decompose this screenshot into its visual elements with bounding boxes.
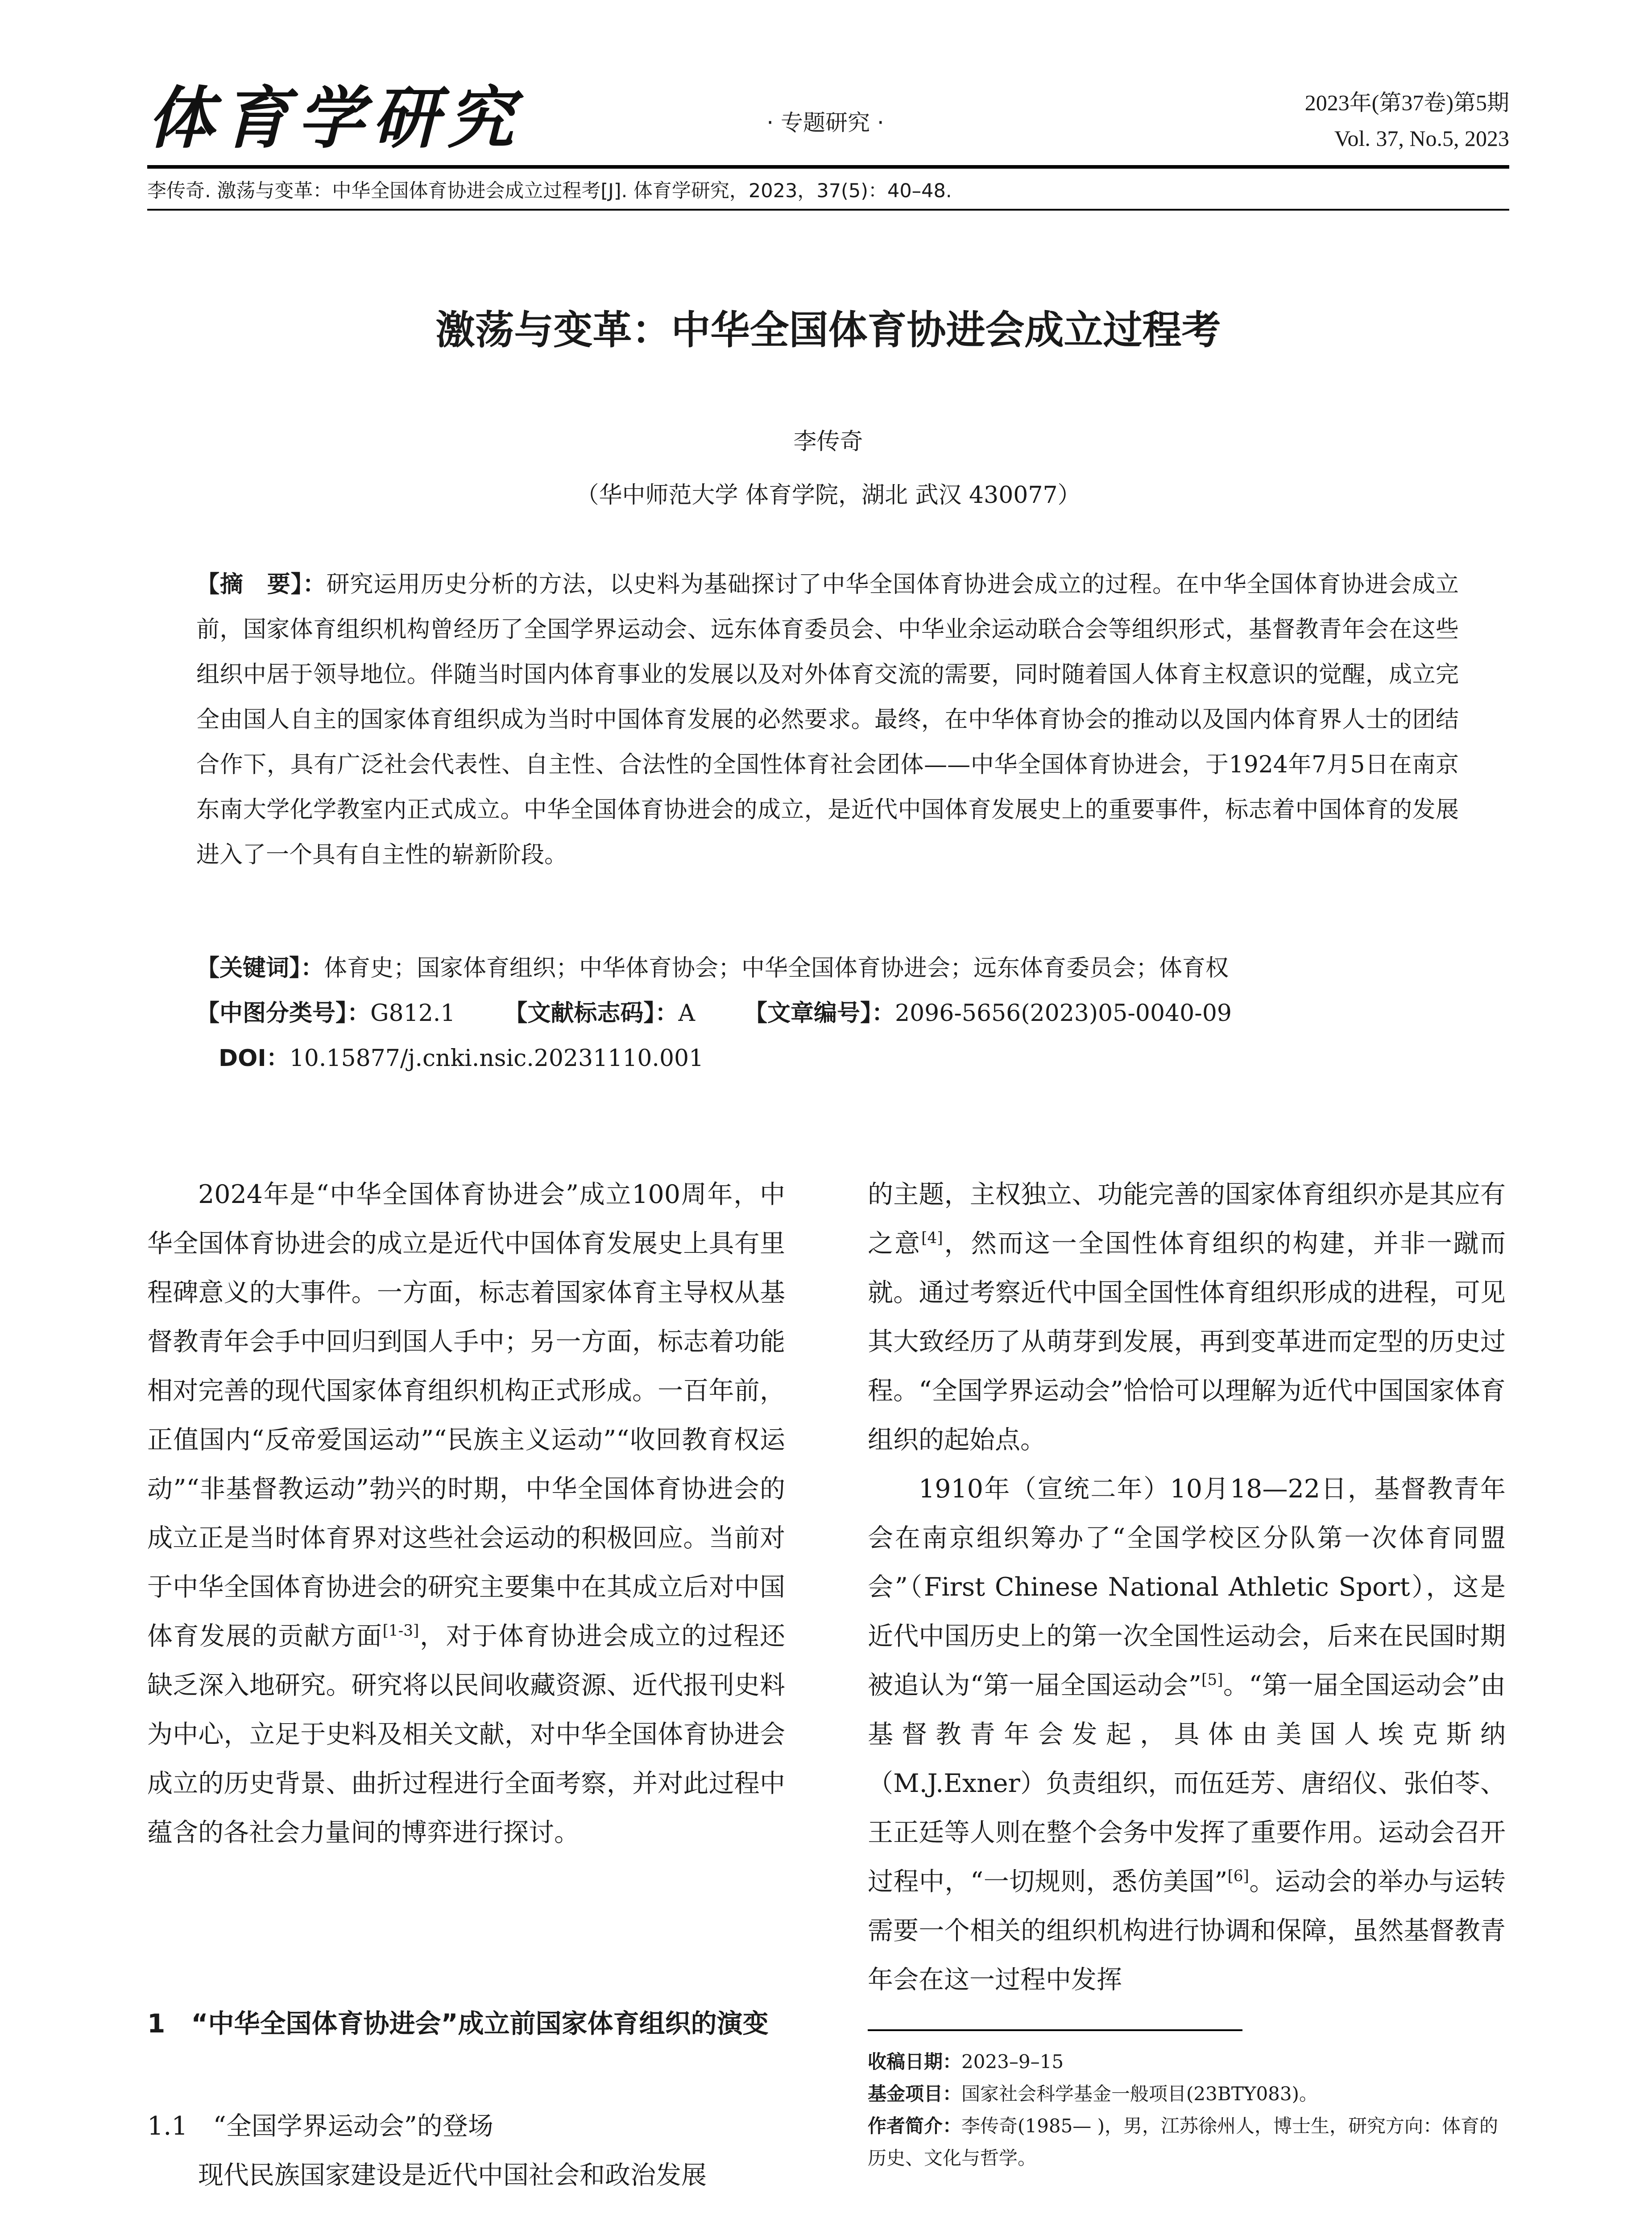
keywords-label: 【关键词】：: [196, 955, 324, 982]
reference-marker: [6]: [1227, 1867, 1249, 1885]
article-title: 激荡与变革：中华全国体育协进会成立过程考: [435, 307, 1221, 353]
fund-project: [868, 2078, 1506, 2110]
header-rule: [147, 165, 1509, 169]
doc-code-label: 【文献标志码】：: [504, 1000, 679, 1027]
doi: [219, 1036, 704, 1081]
fund-label: 基金项目：: [868, 2083, 962, 2105]
column-label: · 专题研究 ·: [766, 110, 884, 136]
continuation-text-part2: ，然而这一全国性体育组织的构建，并非一蹴而就。通过考察近代中国全国性体育组织形成的进程，可见其大致经历了从萌芽到发展，再到变革进而定型的历史过程。“全国学界运动会”恰恰可以理解为近代中国国家体育组织的起始点。: [868, 1229, 1506, 1455]
classification-line: [196, 991, 1459, 1036]
issue-info-english: Vol. 37, No.5, 2023: [1334, 126, 1509, 151]
left-column-intro: [147, 1170, 785, 1857]
abstract-text: 研究运用历史分析的方法，以史料为基础探讨了中华全国体育协进会成立的过程。在中华全国体育协进会成立前，国家体育组织机构曾经历了全国学界运动会、远东体育委员会、中华业余运动联合会等组织形式，基督教青年会在这些组织中居于领导地位。伴随当时国内体育事业的发展以及对外体育交流的需要，同时随着国人体育主权意识的觉醒，成立完全由国人自主的国家体育组织成为当时中国体育发展的必然要求。最终，在中华体育协会的推动以及国内体育界人士的团结合作下，具有广泛社会代表性、自主性、合法性的全国性体育社会团体——中华全国体育协进会，于1924年7月5日在南京东南大学化学教室内正式成立。中华全国体育协进会的成立，是近代中国体育发展史上的重要事件，标志着中国体育的发展进入了一个具有自主性的崭新阶段。: [196, 571, 1459, 868]
games-text-part2: 。“第一届全国运动会”由基督教青年会发起，具体由美国人埃克斯纳（M.J.Exner）负责组织，而伍廷芳、唐绍仪、张伯苓、王正廷等人则在整个会务中发挥了重要作用。运动会召开过程中，“一切规则，悉仿美国”: [868, 1671, 1506, 1896]
author-bio-value: 李传奇(1985— )，男，江苏徐州人，博士生，研究方向：体育的历史、文化与哲学。: [868, 2115, 1499, 2169]
reference-marker: [1-3]: [382, 1622, 419, 1640]
citation-rule: [147, 209, 1509, 211]
citation-line: 李传奇. 激荡与变革：中华全国体育协进会成立过程考[J]. 体育学研究，2023，37(5)：40–48.: [147, 180, 952, 202]
reference-marker: [5]: [1201, 1671, 1223, 1689]
games-paragraph: [868, 1464, 1506, 2004]
continuation-text-part1: 的主题，主权独立、功能完善的国家体育组织亦是其应有之意: [868, 1180, 1506, 1258]
author-bio-label: 作者简介：: [868, 2115, 962, 2137]
keywords-text: 体育史；国家体育组织；中华体育协会；中华全国体育协进会；远东体育委员会；体育权: [324, 955, 1229, 982]
doi-label: DOI：: [219, 1045, 290, 1072]
section-paragraph: 现代民族国家建设是近代中国社会和政治发展: [198, 2161, 707, 2190]
doc-code-value: A: [678, 1000, 695, 1027]
author-affiliation: （华中师范大学 体育学院，湖北 武汉 430077）: [576, 482, 1081, 509]
abstract: [196, 562, 1459, 878]
author-bio: [868, 2110, 1506, 2174]
clc-label: 【中图分类号】：: [196, 1000, 371, 1027]
games-text-part1: 1910年（宣统二年）10月18—22日，基督教青年会在南京组织筹办了“全国学校区分队第一次体育同盟会”（First Chinese National Athletic Sport），这是近代中国历史上的第一次全国性运动会，后来在民国时期被追认为“第一届全国运动会”: [868, 1474, 1506, 1700]
author-name: 李传奇: [793, 428, 863, 455]
received-label: 收稿日期：: [868, 2051, 962, 2073]
games-text-part3: 。运动会的举办与运转需要一个相关的组织机构进行协调和保障，虽然基督教青年会在这一过程中发挥: [868, 1867, 1506, 1995]
continuation-paragraph: [868, 1170, 1506, 1464]
footnote-rule: [868, 2029, 1242, 2031]
intro-text-part1: 2024年是“中华全国体育协进会”成立100周年，中华全国体育协进会的成立是近代中国体育发展史上具有里程碑意义的大事件。一方面，标志着国家体育主导权从基督教青年会手中回归到国人手中；另一方面，标志着功能相对完善的现代国家体育组织机构正式形成。一百年前，正值国内“反帝爱国运动”“民族主义运动”“收回教育权运动”“非基督教运动”勃兴的时期，中华全国体育协进会的成立正是当时体育界对这些社会运动的积极回应。当前对于中华全国体育协进会的研究主要集中在其成立后对中国体育发展的贡献方面: [147, 1180, 785, 1651]
issue-info-chinese: 2023年(第37卷)第5期: [1304, 90, 1509, 115]
left-column-section-text: [147, 2151, 785, 2200]
intro-paragraph: [147, 1170, 785, 1857]
article-number-label: 【文章编号】：: [744, 1000, 895, 1027]
section-heading: 1 “中华全国体育协进会”成立前国家体育组织的演变: [147, 2008, 769, 2039]
keywords: [196, 946, 1459, 991]
fund-value: 国家社会科学基金一般项目(23BTY083)。: [961, 2083, 1318, 2105]
received-value: 2023–9–15: [961, 2051, 1064, 2073]
reference-marker: [4]: [921, 1229, 943, 1247]
subsection-heading: 1.1 “全国学界运动会”的登场: [147, 2111, 493, 2141]
clc-value: G812.1: [370, 1000, 455, 1027]
doi-value: 10.15877/j.cnki.nsic.20231110.001: [289, 1045, 704, 1072]
abstract-label: 【摘 要】：: [196, 571, 327, 598]
journal-logo: 体育学研究: [147, 79, 522, 158]
intro-text-part2: ，对于体育协进会成立的过程还缺乏深入地研究。研究将以民间收藏资源、近代报刊史料为中心，立足于史料及相关文献，对中华全国体育协进会成立的历史背景、曲折过程进行全面考察，并对此过程中蕴含的各社会力量间的博弈进行探讨。: [147, 1621, 786, 1847]
received-date: [868, 2046, 1506, 2078]
article-number-value: 2096-5656(2023)05-0040-09: [895, 1000, 1232, 1027]
right-column-text: [868, 1170, 1506, 2004]
footnotes: [868, 2046, 1506, 2174]
